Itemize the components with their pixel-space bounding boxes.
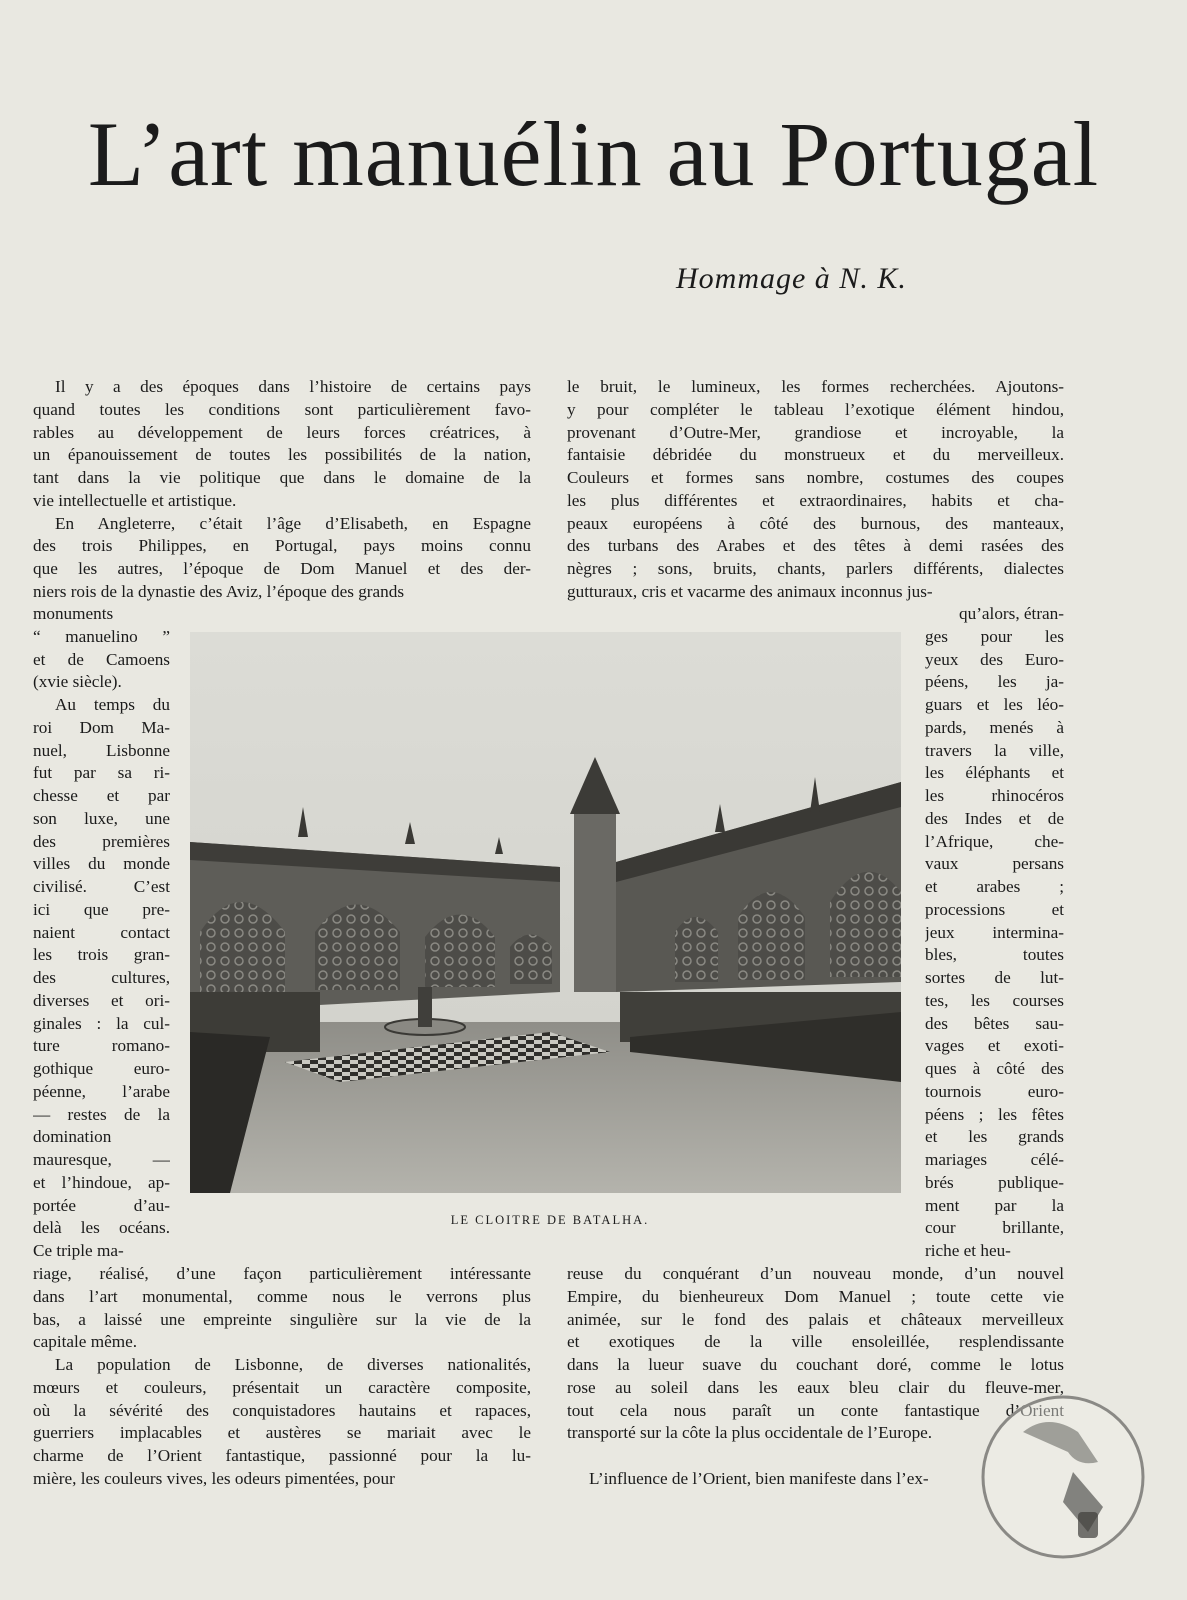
text-line: sortes de lut- [925, 968, 1064, 987]
text-line: péens ; les fêtes [925, 1104, 1064, 1124]
text-line: Empire, du bienheureux Dom Manuel ; toute cette vie [567, 1286, 1064, 1306]
text-line: reuse du conquérant d’un nouveau monde, d’un nouvel [567, 1264, 1064, 1283]
text-line: (xvie siècle). [33, 672, 122, 692]
text-line: dans l’art monumental, comme nous le verrons plus [33, 1286, 531, 1306]
text-line: mœurs et couleurs, présentait un caractère composite, [33, 1377, 531, 1397]
text-line: des turbans des Arabes et des têtes à demi rasées des [567, 536, 1064, 556]
text-line: rables au développement de leurs forces créatrices, à [33, 422, 531, 442]
text-line: bas, a laissé une empreinte singulière sur la vie de la [33, 1309, 531, 1329]
library-stamp [978, 1392, 1148, 1562]
text-line: L’influence de l’Orient, bien manifeste dans l’ex- [589, 1468, 929, 1488]
text-line: y pour compléter le tableau l’exotique élément hindou, [567, 399, 1064, 419]
text-line: mière, les couleurs vives, les odeurs pimentées, pour [33, 1468, 395, 1488]
left-column-narrow [33, 603, 170, 1263]
text-line: des trois Philippes, en Portugal, pays moins connu [33, 536, 531, 556]
left-column-top [33, 376, 531, 604]
text-line: ture romano- [33, 1036, 170, 1056]
text-line: guars et les léo- [925, 695, 1064, 714]
text-line: delà les océans. [33, 1218, 170, 1238]
text-line: ginales : la cul- [33, 1013, 170, 1033]
text-line: tes, les courses [925, 990, 1064, 1010]
text-line: le bruit, le lumineux, les formes recherchées. Ajoutons- [567, 377, 1064, 396]
text-line: tant dans la vie politique que dans le domaine de la [33, 468, 531, 487]
text-line: les trois gran- [33, 945, 170, 965]
text-line: diverses et ori- [33, 990, 170, 1010]
text-line: son luxe, une [33, 808, 170, 828]
text-line: ges pour les [925, 626, 1064, 646]
text-line: villes du monde [33, 854, 170, 874]
text-line: riche et heu- [925, 1241, 1011, 1260]
text-line: des cultures, [33, 968, 170, 987]
text-line: l’Afrique, che- [925, 831, 1064, 851]
text-line: transporté sur la côte la plus occidentale de l’Europe. [567, 1423, 933, 1443]
text-line: des premières [33, 831, 170, 851]
article-title: L’art manuélin au Portugal [87, 103, 1100, 205]
text-line: nègres ; sons, bruits, chants, parlers différents, dialectes [567, 559, 1064, 578]
right-column-top [567, 376, 1064, 604]
text-line: brés publique- [925, 1172, 1064, 1192]
text-line: La population de Lisbonne, de diverses nationalités, [55, 1355, 531, 1374]
text-line: travers la ville, [925, 740, 1064, 760]
text-line: fut par sa ri- [33, 763, 170, 783]
text-line: et arabes ; [925, 877, 1064, 896]
right-column-narrow [925, 603, 1064, 1263]
text-line: naient contact [33, 922, 170, 942]
text-line: vages et exoti- [925, 1036, 1064, 1056]
text-line: ques à côté des [925, 1059, 1064, 1078]
text-line: Il y a des époques dans l’histoire de certains pays [55, 377, 531, 396]
text-line: guerriers implacables et austères se mariait avec le [33, 1423, 531, 1443]
text-line: et exotiques de la ville ensoleillée, resplendissante [567, 1332, 1064, 1352]
text-line: les plus différentes et extraordinaires, habits et cha- [567, 490, 1064, 510]
text-line: capitale même. [33, 1332, 138, 1352]
text-line: les rhinocéros [925, 786, 1064, 805]
left-column-bottom [33, 1263, 531, 1491]
text-line: chesse et par [33, 786, 170, 805]
text-line: des bêtes sau- [925, 1013, 1064, 1033]
text-line: ici que pre- [33, 899, 170, 919]
text-line: mauresque, — [33, 1150, 170, 1169]
text-line: qu’alors, étran- [959, 604, 1064, 623]
text-line: mariages célé- [925, 1150, 1064, 1169]
text-line: tournois euro- [925, 1081, 1064, 1101]
text-line: bles, toutes [925, 945, 1064, 965]
article-subtitle: Hommage à N. K. [676, 262, 907, 295]
text-line: où la sévérité des conquistadores hautains et rapaces, [33, 1400, 531, 1420]
text-line: nuel, Lisbonne [33, 740, 170, 760]
text-line: Couleurs et formes sans nombre, costumes des coupes [567, 468, 1064, 487]
text-line: animée, sur le fond des palais et châteaux merveilleux [567, 1309, 1064, 1329]
text-line: vie intellectuelle et artistique. [33, 490, 237, 510]
text-line: quand toutes les conditions sont particulièrement favo- [33, 399, 531, 419]
text-line: civilisé. C’est [33, 877, 170, 896]
text-line: portée d’au- [33, 1195, 170, 1215]
text-line: tout cela nous paraît un conte fantastique d’Orient [567, 1400, 1064, 1420]
text-line: et de Camoens [33, 649, 170, 669]
text-line: et l’hindoue, ap- [33, 1172, 170, 1192]
text-line: processions et [925, 899, 1064, 919]
text-line: ment par la [925, 1195, 1064, 1215]
text-line: riage, réalisé, d’une façon particulièrement intéressante [33, 1264, 531, 1283]
text-line: pards, menés à [925, 717, 1064, 737]
text-line: péenne, l’arabe [33, 1081, 170, 1101]
text-line: un épanouissement de toutes les possibilités de la nation, [33, 445, 531, 465]
text-line: gothique euro- [33, 1059, 170, 1078]
cloister-photo [190, 632, 901, 1193]
text-line: niers rois de la dynastie des Aviz, l’époque des grands [33, 581, 405, 601]
text-line: vaux persans [925, 854, 1064, 874]
text-line: En Angleterre, c’était l’âge d’Elisabeth, en Espagne [55, 513, 531, 533]
text-line: yeux des Euro- [925, 649, 1064, 669]
text-line: domination [33, 1127, 112, 1147]
text-line: charme de l’Orient fantastique, passionné pour la lu- [33, 1446, 531, 1465]
text-line: monuments [33, 604, 114, 623]
text-line: que les autres, l’époque de Dom Manuel et des der- [33, 559, 531, 578]
text-line: peaux européens à côté des burnous, des manteaux, [567, 513, 1064, 533]
text-line: dans la lueur suave du couchant doré, comme le lotus [567, 1355, 1064, 1374]
text-line: roi Dom Ma- [33, 717, 170, 737]
text-line: provenant d’Outre-Mer, grandiose et incroyable, la [567, 422, 1064, 442]
text-line: Au temps du [55, 695, 170, 714]
text-line: péens, les ja- [925, 672, 1064, 692]
text-line: rose au soleil dans les eaux bleu clair du fleuve-mer, [567, 1377, 1064, 1397]
text-line: cour brillante, [925, 1218, 1064, 1238]
text-line: des Indes et de [925, 808, 1064, 828]
text-line: — restes de la [33, 1104, 170, 1124]
text-line: gutturaux, cris et vacarme des animaux inconnus jus- [567, 581, 933, 601]
text-line: “ manuelino ” [33, 626, 170, 646]
text-line: les éléphants et [925, 763, 1064, 783]
text-line: fantaisie débridée du monstrueux et du merveilleux. [567, 445, 1064, 465]
text-line: et les grands [925, 1127, 1064, 1147]
text-line: jeux intermina- [925, 922, 1064, 942]
text-line: Ce triple ma- [33, 1241, 124, 1260]
photo-caption: LE CLOITRE DE BATALHA. [450, 1213, 650, 1227]
